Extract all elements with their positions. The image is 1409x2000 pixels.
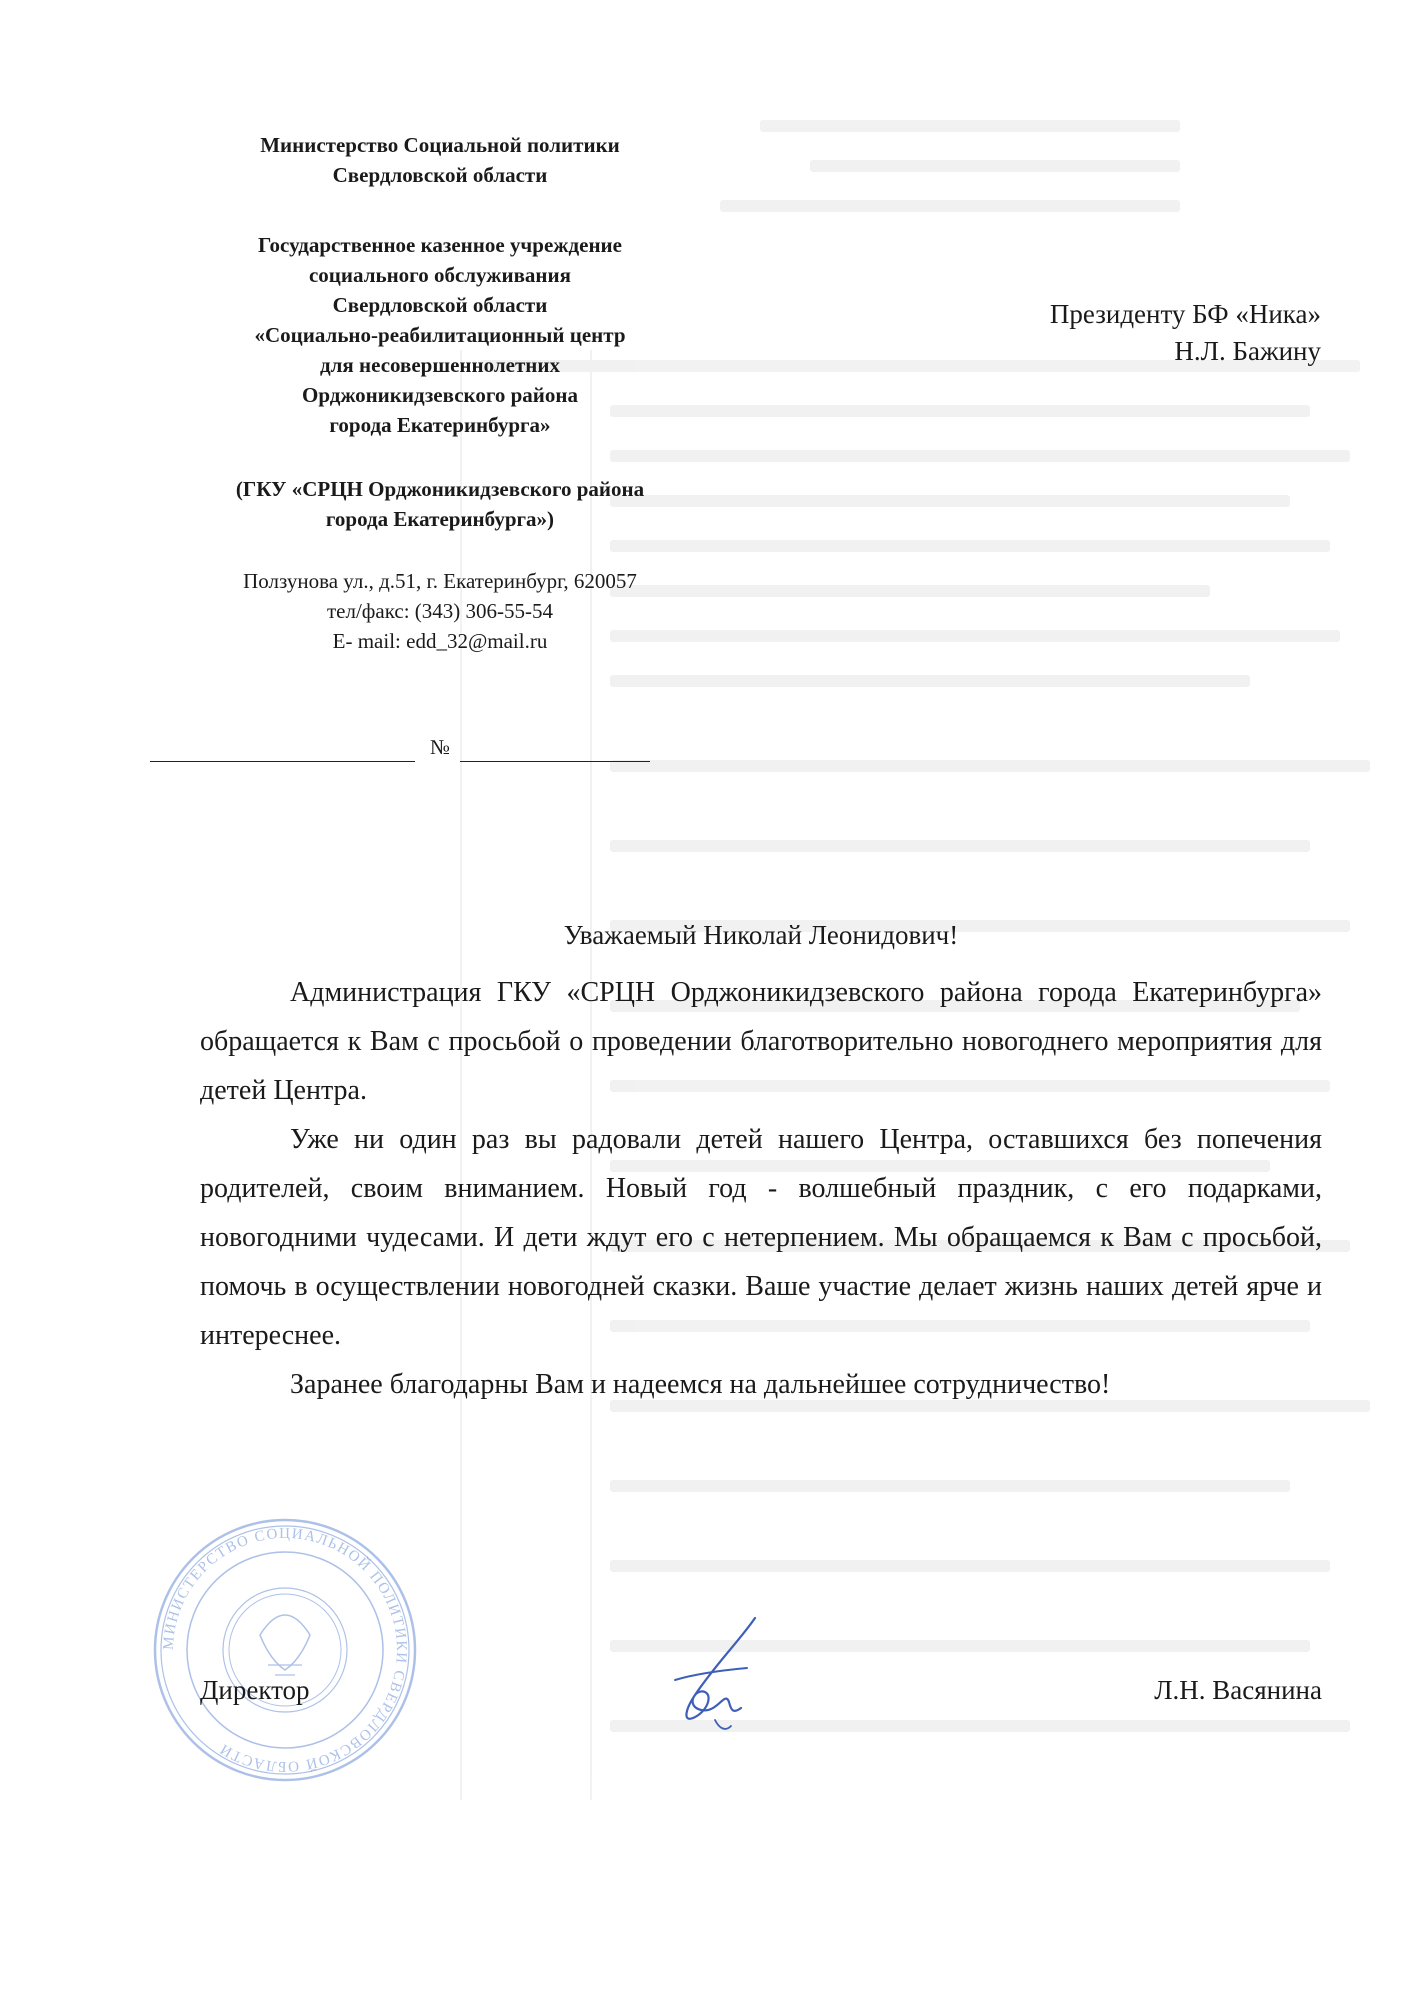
number-blank xyxy=(460,735,650,762)
org-address: Ползунова ул., д.51, г. Екатеринбург, 620057 xyxy=(243,569,637,593)
org-name-line: социального обслуживания xyxy=(308,263,571,287)
body-paragraph: Заранее благодарны Вам и надеемся на дальнейшее сотрудничество! xyxy=(290,1369,1111,1400)
addressee-name: Н.Л. Бажину xyxy=(1174,336,1321,366)
org-name-line: для несовершеннолетних xyxy=(320,353,560,377)
org-phone: тел/факс: (343) 306-55-54 xyxy=(326,599,554,623)
addressee xyxy=(901,296,1321,370)
signer-name: Л.Н. Васянина xyxy=(1154,1675,1322,1705)
number-sign: № xyxy=(430,735,451,759)
org-name-line: города Екатеринбурга» xyxy=(329,413,551,437)
handwritten-signature xyxy=(655,1610,775,1740)
svg-text:МИНИСТЕРСТВО СОЦИАЛЬНОЙ ПОЛИТИ xyxy=(161,1526,409,1774)
org-name-line: Свердловской области xyxy=(332,293,548,317)
ministry-line: Министерство Социальной политики xyxy=(260,133,620,157)
org-email: E- mail: edd_32@mail.ru xyxy=(332,629,548,653)
stamp-outer-text: МИНИСТЕРСТВО СОЦИАЛЬНОЙ ПОЛИТИКИ СВЕРДЛОВСКОЙ ОБЛАСТИ xyxy=(160,1525,410,1775)
letter-body xyxy=(200,968,1322,1409)
org-name-line: Государственное казенное учреждение xyxy=(258,233,622,257)
registration-line xyxy=(150,735,650,765)
org-name-line: «Социально-реабилитационный центр xyxy=(254,323,626,347)
org-short-name-line: города Екатеринбурга») xyxy=(325,507,555,531)
body-paragraph: Администрация ГКУ «СРЦН Орджоникидзевского района города Екатеринбурга» обращается к Вам с просьбой о проведении благотворительно новогоднего мероприятия для детей Центра. xyxy=(200,977,1322,1106)
ministry-region-line: Свердловской области xyxy=(332,163,548,187)
org-name-line: Орджоникидзевского района xyxy=(302,383,578,407)
addressee-title: Президенту БФ «Ника» xyxy=(1049,299,1321,329)
letterhead xyxy=(140,130,740,656)
salutation: Уважаемый Николай Леонидович! xyxy=(563,920,959,950)
official-stamp xyxy=(150,1515,420,1785)
signer-position: Директор xyxy=(200,1675,310,1705)
org-short-name-line: (ГКУ «СРЦН Орджоникидзевского района xyxy=(235,477,645,501)
body-paragraph: Уже ни один раз вы радовали детей нашего Центра, оставшихся без попечения родителей, своим вниманием. Новый год - волшебный праздник, с его подарками, новогодними чудесами. И дети ждут его с нетерпением. Мы обращаемся к Вам с просьбой, помочь в осуществлении новогодней сказки. Ваше участие делает жизнь наших детей ярче и интереснее. xyxy=(200,1124,1322,1351)
date-blank xyxy=(150,735,415,762)
